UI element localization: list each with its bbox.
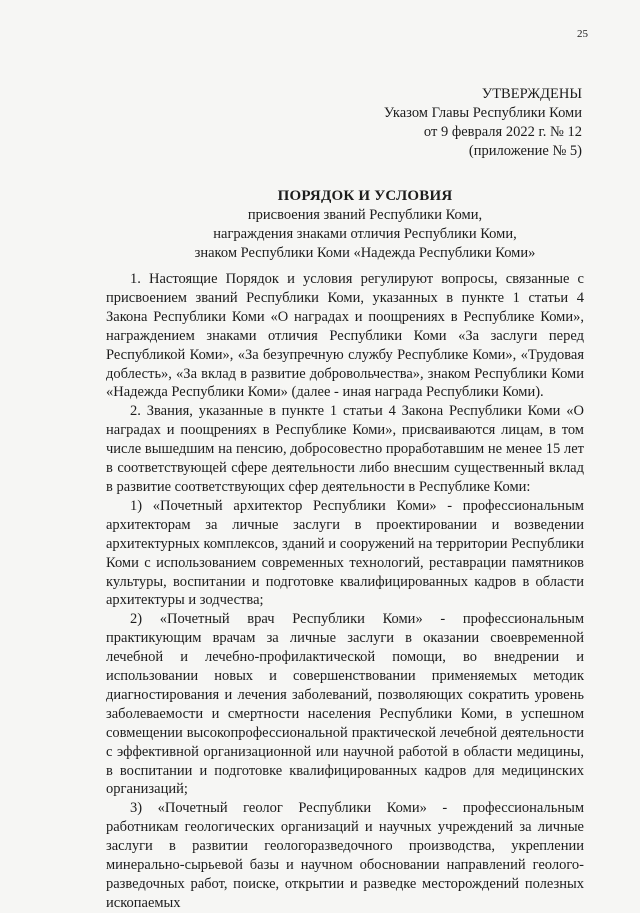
paragraph-1: 1. Настоящие Порядок и условия регулируют вопросы, связанные с присвоением званий Республики Коми, указанных в пункте 1 статьи 4 Закона Республики Коми «О наградах и поощрениях в Республике Коми», награждением знаками отличия Республики Коми «За заслуги перед Республикой Коми», «За безупречную службу Республике Коми», «Трудовая доблесть», «За вклад в развитие добровольчества», знаком Республики Коми «Надежда Республики Коми» (далее - иная награда Республики Коми). — [106, 271, 584, 401]
paragraph-4: 2) «Почетный врач Республики Коми» - профессиональным практикующим врачам за личные заслуги в оказании своевременной лечебной и лечебно-профилактической помощи, во внедрении и использовании новых и совершенствовании применяемых методик диагностирования и лечения заболеваний, позволяющих сократить уровень заболеваемости и смертности населения Республики Коми, в успешном совмещении высокопрофессиональной практической лечебной деятельности с эффективной организационной или научной работой в области медицины, в воспитании и подготовке квалифицированных кадров для медицинских организаций; — [106, 611, 584, 798]
subtitle-line-3: знаком Республики Коми «Надежда Республики Коми» — [194, 245, 536, 261]
approval-stamp — [384, 85, 582, 161]
subtitle-line-1: присвоения званий Республики Коми, — [247, 207, 483, 223]
page-number: 25 — [577, 28, 588, 40]
approval-line-1: УТВЕРЖДЕНЫ — [481, 86, 582, 102]
subtitle-line-2: награждения знаками отличия Республики Коми, — [213, 226, 517, 242]
document-title: ПОРЯДОК И УСЛОВИЯ — [277, 188, 453, 204]
paragraph-5: 3) «Почетный геолог Республики Коми» - профессиональным работникам геологических организаций и научных учреждений за личные заслуги в развитии геологоразведочного производства, укреплении минерально-сырьевой базы и научном обосновании направлений геолого-разведочных работ, поиске, открытии и разведке месторождений полезных ископаемых — [106, 800, 584, 911]
approval-line-2: Указом Главы Республики Коми — [383, 105, 582, 121]
paragraph-3: 1) «Почетный архитектор Республики Коми» - профессиональным архитекторам за личные заслуги в проектировании и возведении архитектурных комплексов, зданий и сооружений на территории Республики Коми с использованием современных технологий, реставрации памятников культуры, воспитании и подготовке квалифицированных кадров в области архитектуры и зодчества; — [106, 497, 584, 609]
approval-line-3: от 9 февраля 2022 г. № 12 — [423, 124, 582, 140]
title-block — [0, 186, 640, 263]
approval-line-4: (приложение № 5) — [468, 143, 582, 159]
document-body — [106, 270, 584, 913]
paragraph-2: 2. Звания, указанные в пункте 1 статьи 4 Закона Республики Коми «О наградах и поощрениях в Республике Коми», присваиваются лицам, в том числе вышедшим на пенсию, добросовестно проработавшим не менее 15 лет в соответствующей сфере деятельности либо внесшим существенный вклад в развитие соответствующих сфер деятельности в Республике Коми: — [106, 403, 584, 495]
